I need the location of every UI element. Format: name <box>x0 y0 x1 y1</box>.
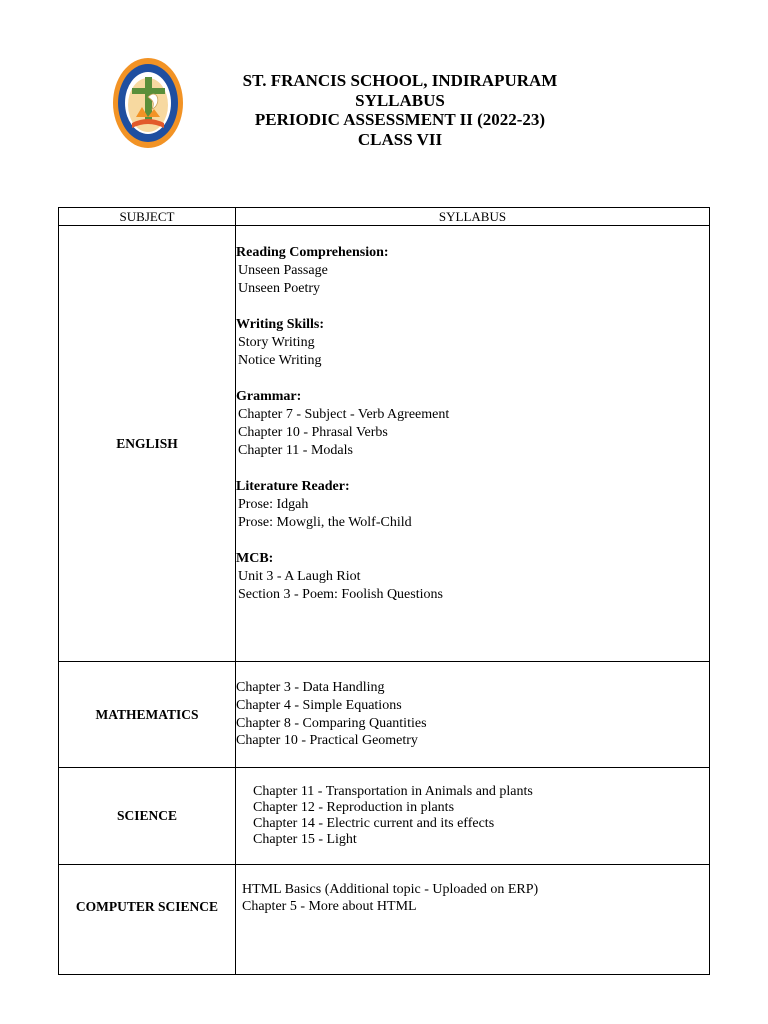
document-header <box>200 71 600 149</box>
list-item: Unseen Poetry <box>238 281 321 296</box>
list-item: Unseen Passage <box>238 263 328 278</box>
document-title: SYLLABUS <box>355 90 445 110</box>
section-title: MCB: <box>236 551 274 566</box>
list-item: Story Writing <box>238 335 315 350</box>
list-item: Chapter 8 - Comparing Quantities <box>236 715 427 731</box>
subject-cell: COMPUTER SCIENCE <box>59 865 236 975</box>
table-header-row <box>59 208 710 226</box>
list-item: Chapter 14 - Electric current and its effects <box>253 816 495 831</box>
section-title: Writing Skills: <box>236 317 325 332</box>
list-item: Prose: Idgah <box>238 497 309 512</box>
section-literature-reader <box>236 478 709 532</box>
table-row-mathematics <box>59 662 710 768</box>
class-label: CLASS VII <box>357 129 443 149</box>
list-item: Prose: Mowgli, the Wolf-Child <box>238 515 412 530</box>
list-item: Chapter 15 - Light <box>253 832 357 848</box>
list-item: Chapter 12 - Reproduction in plants <box>253 799 455 815</box>
section-reading-comprehension <box>236 244 709 298</box>
section-title: Literature Reader: <box>236 479 350 494</box>
subject-cell: SCIENCE <box>59 768 236 865</box>
header-subject: SUBJECT <box>59 208 236 226</box>
list-item: Chapter 11 - Modals <box>238 443 353 458</box>
syllabus-cell <box>236 865 710 975</box>
school-logo <box>112 57 184 149</box>
section-mcb <box>236 550 709 604</box>
list-item: Chapter 11 - Transportation in Animals and plants <box>253 783 533 799</box>
list-item: Chapter 10 - Practical Geometry <box>236 733 418 749</box>
list-item: Section 3 - Poem: Foolish Questions <box>238 587 443 602</box>
table-row-science <box>59 768 710 865</box>
section-writing-skills <box>236 316 709 370</box>
school-name: ST. FRANCIS SCHOOL, INDIRAPURAM <box>242 71 558 90</box>
list-item: HTML Basics (Additional topic - Uploaded on ERP) <box>242 882 539 897</box>
list-item: Chapter 4 - Simple Equations <box>236 697 402 713</box>
subject-cell: MATHEMATICS <box>59 662 236 768</box>
list-item: Chapter 7 - Subject - Verb Agreement <box>238 407 450 422</box>
assessment-title: PERIODIC ASSESSMENT II (2022-23) <box>254 110 546 129</box>
list-item: Chapter 10 - Phrasal Verbs <box>238 425 388 440</box>
list-item: Notice Writing <box>238 353 322 368</box>
table-row-english <box>59 226 710 662</box>
syllabus-cell <box>236 662 710 768</box>
section-grammar <box>236 388 709 460</box>
list-item: Unit 3 - A Laugh Riot <box>238 569 361 584</box>
section-title: Reading Comprehension: <box>236 245 389 260</box>
header-syllabus: SYLLABUS <box>236 208 710 226</box>
section-title: Grammar: <box>236 389 302 404</box>
subject-cell: ENGLISH <box>59 226 236 662</box>
syllabus-table <box>58 207 710 975</box>
syllabus-cell <box>236 768 710 865</box>
list-item: Chapter 3 - Data Handling <box>236 680 385 696</box>
syllabus-cell <box>236 226 710 662</box>
table-row-computer-science <box>59 865 710 975</box>
list-item: Chapter 5 - More about HTML <box>242 899 417 914</box>
